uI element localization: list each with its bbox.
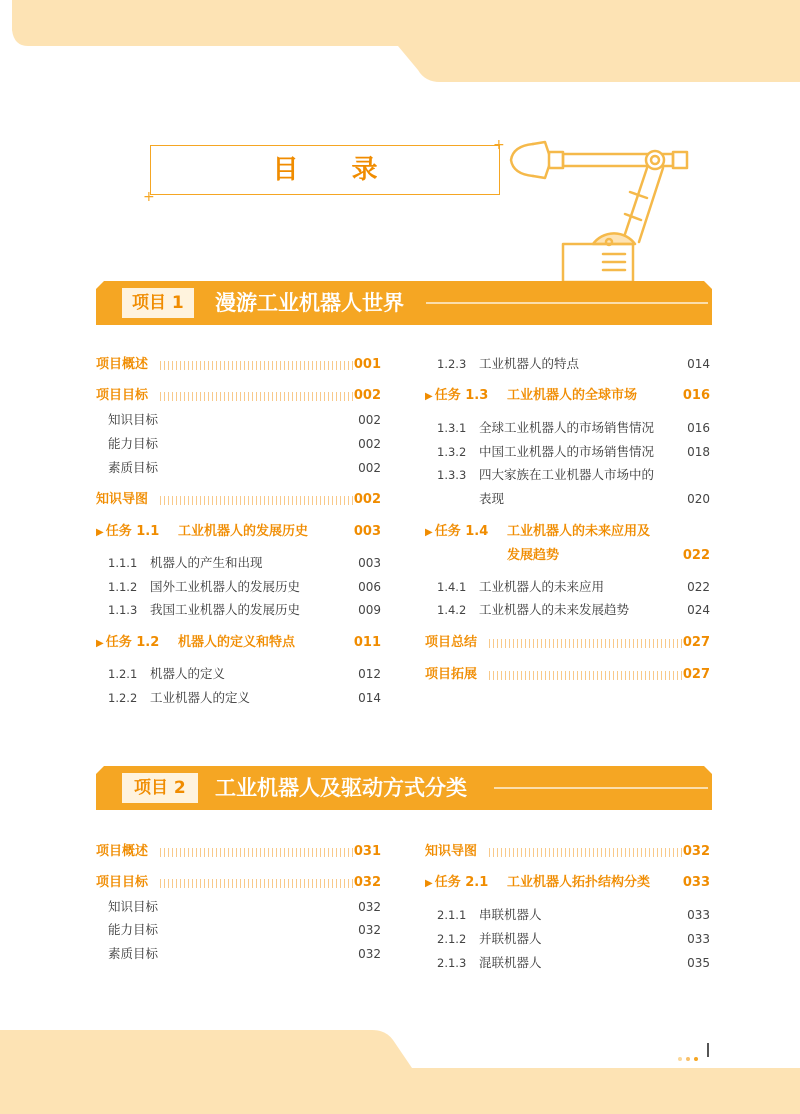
cross-mark-icon: +	[143, 189, 155, 205]
toc-task[interactable]: ▶ 任务 1.4 工业机器人的未来应用及 发展趋势 022	[425, 524, 710, 563]
triangle-right-icon: ▶	[96, 527, 104, 538]
cross-mark-icon: +	[493, 137, 505, 153]
toc-subitem[interactable]: 1.2.1 机器人的定义 012	[108, 666, 381, 681]
project-title: 漫游工业机器人世界	[215, 291, 404, 315]
toc-subitem[interactable]: 1.1.1 机器人的产生和出现 003	[108, 555, 381, 570]
project-title: 工业机器人及驱动方式分类	[215, 776, 467, 800]
toc-task[interactable]: ▶ 任务 1.2 机器人的定义和特点 011	[96, 635, 381, 650]
toc-heading[interactable]: 项目拓展 027	[425, 667, 710, 682]
toc-heading[interactable]: 项目目标 002	[96, 388, 381, 403]
robot-arm-icon	[505, 132, 705, 282]
toc-heading[interactable]: 项目总结 027	[425, 635, 710, 650]
toc-subitem[interactable]: 1.4.1 工业机器人的未来应用 022	[437, 579, 710, 594]
dot-leader	[160, 879, 353, 888]
triangle-right-icon: ▶	[425, 878, 433, 889]
toc-heading[interactable]: 知识导图 032	[425, 844, 710, 859]
toc-heading[interactable]: 项目目标 032	[96, 875, 381, 890]
dot-leader	[160, 392, 353, 401]
toc-subitem[interactable]: 2.1.2 并联机器人 033	[437, 931, 710, 946]
toc-subitem[interactable]: 2.1.1 串联机器人 033	[437, 907, 710, 922]
toc-task[interactable]: ▶ 任务 1.3 工业机器人的全球市场 016	[425, 388, 710, 403]
dot-leader	[489, 848, 682, 857]
toc-subitem[interactable]: 1.1.2 国外工业机器人的发展历史 006	[108, 579, 381, 594]
toc-subitem[interactable]: 1.2.2 工业机器人的定义 014	[108, 690, 381, 705]
bottom-decorative-band	[0, 1030, 800, 1114]
toc-item[interactable]: 素质目标 002	[108, 460, 381, 475]
toc-item[interactable]: 能力目标 002	[108, 436, 381, 451]
page-dots-ornament	[678, 1046, 702, 1065]
top-decorative-band	[0, 0, 800, 82]
triangle-right-icon: ▶	[96, 638, 104, 649]
toc-heading[interactable]: 知识导图 002	[96, 492, 381, 507]
dot-leader	[160, 848, 353, 857]
page-title: 目 录	[272, 155, 400, 185]
toc-subitem[interactable]: 1.3.2 中国工业机器人的市场销售情况 018	[437, 444, 710, 459]
triangle-right-icon: ▶	[425, 391, 433, 402]
dot-leader	[489, 671, 682, 680]
toc-item[interactable]: 知识目标 032	[108, 899, 381, 914]
toc-heading[interactable]: 项目概述 031	[96, 844, 381, 859]
toc-subitem[interactable]: 1.4.2 工业机器人的未来发展趋势 024	[437, 602, 710, 617]
triangle-right-icon: ▶	[425, 527, 433, 538]
toc-subitem[interactable]: 1.1.3 我国工业机器人的发展历史 009	[108, 602, 381, 617]
toc-item[interactable]: 知识目标 002	[108, 412, 381, 427]
toc-item[interactable]: 素质目标 032	[108, 946, 381, 961]
toc-subitem[interactable]: 1.2.3 工业机器人的特点 014	[437, 356, 710, 371]
toc-task[interactable]: ▶ 任务 1.1 工业机器人的发展历史 003	[96, 524, 381, 539]
page-divider	[707, 1043, 709, 1057]
toc-subitem[interactable]: 2.1.3 混联机器人 035	[437, 955, 710, 970]
toc-item[interactable]: 能力目标 032	[108, 922, 381, 937]
toc-heading[interactable]: 项目概述 001	[96, 357, 381, 372]
project-label: 项目 2	[122, 773, 198, 803]
dot-leader	[489, 639, 682, 648]
project-label: 项目 1	[122, 288, 194, 318]
dot-leader	[160, 496, 353, 505]
toc-subitem[interactable]: 1.3.1 全球工业机器人的市场销售情况 016	[437, 420, 710, 435]
toc-subitem[interactable]: 1.3.3 四大家族在工业机器人市场中的 表现 020	[437, 467, 710, 506]
toc-task[interactable]: ▶ 任务 2.1 工业机器人拓扑结构分类 033	[425, 875, 710, 890]
dot-leader	[160, 361, 353, 370]
